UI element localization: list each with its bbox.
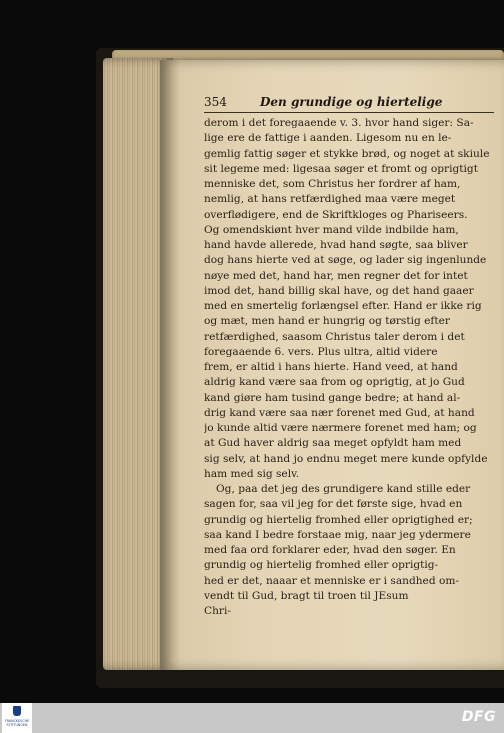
text-line: lige ere de fattige i aanden. Ligesom nu en le- bbox=[204, 132, 452, 145]
text-line: sit legeme med: ligesaa søger et fromt og oprigtigt bbox=[204, 162, 478, 175]
text-line: at Gud haver aldrig saa meget opfyldt ham med bbox=[204, 437, 462, 450]
page-header bbox=[204, 95, 494, 113]
text-line: derom i det foregaaende v. 3. hvor hand siger: Sa- bbox=[204, 117, 474, 129]
text-line: retfærdighed, saasom Christus taler derom i det bbox=[204, 330, 465, 343]
text-line: Og, paa det jeg des grundigere kand stille eder bbox=[216, 483, 471, 495]
text-line: drig kand være saa nær forenet med Gud, at hand bbox=[204, 406, 475, 419]
text-line: Chri- bbox=[204, 605, 231, 617]
text-line: aldrig kand være saa from og oprigtig, at jo Gud bbox=[204, 376, 465, 389]
text-line: nøye med det, hand har, men regner det for intet bbox=[204, 269, 468, 282]
viewer-footer-bar bbox=[0, 703, 504, 733]
text-line: kand giøre ham tusind gange bedre; at hand al- bbox=[204, 391, 461, 404]
text-line: og mæt, men hand er hungrig og tørstig efter bbox=[204, 315, 450, 328]
text-line: med en smertelig forlængsel efter. Hand er ikke rig bbox=[204, 300, 482, 312]
text-line: grundig og hiertelig fromhed eller oprigtig- bbox=[204, 559, 439, 572]
text-line: foregaaende 6. vers. Plus ultra, altid videre bbox=[204, 345, 438, 358]
logo-text: FRANCKESCHE STIFTUNGEN bbox=[4, 719, 30, 727]
text-line: jo kunde altid være nærmere forenet med ham; og bbox=[204, 422, 477, 434]
text-line: menniske det, som Christus her fordrer af ham, bbox=[204, 178, 461, 190]
page-body-text bbox=[204, 116, 498, 619]
institution-crest-icon bbox=[13, 706, 21, 716]
text-line: ham med sig selv. bbox=[204, 467, 300, 480]
running-title: Den grundige og hiertelige bbox=[260, 95, 443, 109]
text-line: saa kand I bedre forstaae mig, naar jeg ydermere bbox=[204, 528, 471, 541]
text-line: hand havde allerede, hvad hand søgte, saa bliver bbox=[204, 239, 468, 251]
text-line: vendt til Gud, bragt til troen til JEsum bbox=[204, 589, 409, 602]
text-line: dog hans hierte ved at søge, og lader sig ingenlunde bbox=[204, 254, 487, 267]
text-line: frem, er altid i hans hierte. Hand veed, at hand bbox=[204, 361, 458, 373]
text-line: med faa ord forklarer eder, hvad den søger. En bbox=[204, 544, 456, 556]
franckesche-stiftungen-logo bbox=[2, 703, 32, 733]
text-line: hed er det, naaar et menniske er i sandhed om- bbox=[204, 574, 459, 587]
text-line: gemlig fattig søger et stykke brød, og noget at skiule bbox=[204, 147, 490, 160]
text-line: Og omendskiønt hver mand vilde indbilde ham, bbox=[204, 223, 459, 236]
text-line: overflødigere, end de Skriftkloges og Phariseers. bbox=[204, 208, 468, 221]
text-line: imod det, hand billig skal have, og det hand gaaer bbox=[204, 284, 474, 297]
dfg-logo: DFG bbox=[461, 709, 496, 725]
text-line: grundig og hiertelig fromhed eller oprigtighed er; bbox=[204, 513, 473, 526]
text-line: nemlig, at hans retfærdighed maa være meget bbox=[204, 193, 456, 206]
book-page bbox=[160, 60, 504, 670]
text-line: sagen for, saa vil jeg for det første sige, hvad en bbox=[204, 498, 463, 511]
text-line: sig selv, at hand jo endnu meget mere kunde opfylde bbox=[204, 452, 488, 465]
page-number: 354 bbox=[204, 95, 227, 109]
